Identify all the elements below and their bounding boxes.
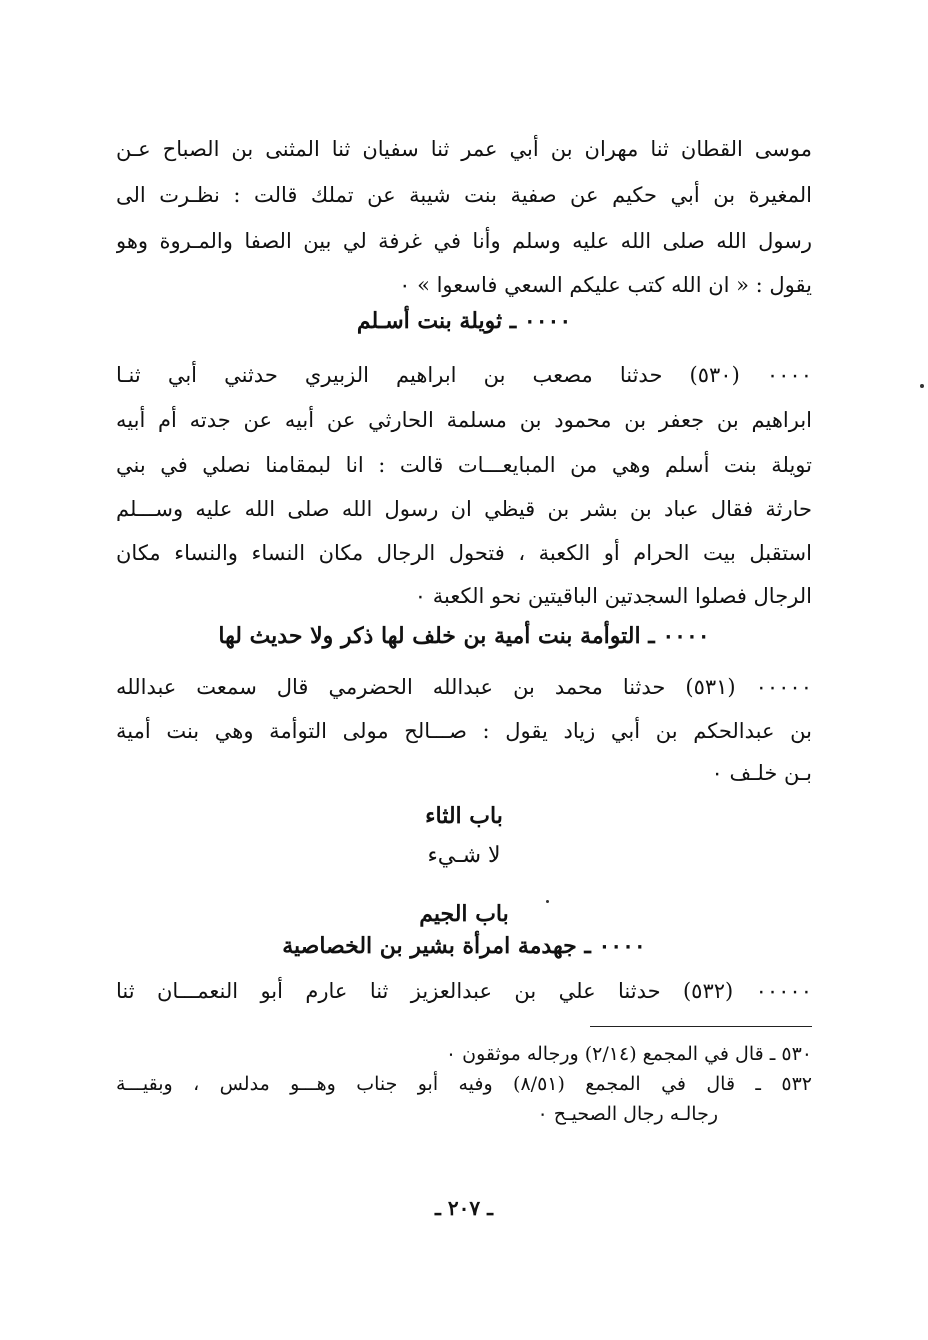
chapter-heading-jim: باب الجيم — [419, 901, 509, 927]
chapter-tha-note: لا شـيء — [427, 843, 501, 868]
section-1-line-6: الرجال فصلوا السجدتين الباقيتين نحو الكعبة ٠ — [414, 584, 812, 608]
section-1-line-4: حارثة فقال عباد بن بشر بن قيظي ان رسول الله صلى الله عليه وســـلم — [116, 497, 812, 521]
body-line-4: يقول : « ان الله كتب عليكم السعي فاسعوا » ٠ — [399, 273, 812, 297]
section-3-line-1: ٠٠٠٠٠ (٥٣٢) حدثنا علي بن عبدالعزيز ثنا عارم أبو النعمـــان ثنا — [116, 979, 812, 1003]
body-line-1: موسى القطان ثنا مهران بن أبي عمر ثنا سفيان ثنا المثنى بن الصباح عـن — [116, 137, 812, 161]
page-number: ـ ٢٠٧ ـ — [435, 1196, 493, 1220]
section-1-line-3: تويلة بنت أسلم وهي من المبايعـــات قالت : انا لبمقامنا نصلي في بني — [116, 453, 812, 477]
chapter-heading-tha: باب الثاء — [425, 803, 503, 829]
scan-speck — [920, 384, 924, 388]
section-1-line-2: ابراهيم بن جعفر بن محمود بن مسلمة الحارثي عن أبيه عن جدته أم أبيه — [116, 408, 812, 432]
section-2-line-2: بن عبدالحكم بن أبي زياد يقول : صـــالح مولى التوأمة وهي بنت أمية — [116, 719, 812, 743]
entry-heading-thuwayla: ٠٠٠٠ ـ ثويلة بنت أسـلم — [356, 308, 572, 334]
section-1-line-1: ٠٠٠٠ (٥٣٠) حدثنا مصعب بن ابراهيم الزبيري حدثني أبي ثنـا — [116, 363, 812, 387]
scan-speck — [546, 900, 549, 903]
section-2-line-1: ٠٠٠٠٠ (٥٣١) حدثنا محمد بن عبدالله الحضرمي قال سمعت عبدالله — [116, 675, 812, 699]
footnote-532-continued: رجالـه رجال الصحيـح ٠ — [537, 1103, 718, 1125]
section-2-line-3: بـن خلـف ٠ — [711, 761, 812, 785]
body-line-2: المغيرة بن أبي حكيم عن صفية بنت شيبة عن تملك قالت : نظـرت الى — [116, 183, 812, 207]
footnote-530: ٥٣٠ ـ قال في المجمع (٢/١٤) ورجاله موثقون ٠ — [445, 1043, 812, 1065]
footnote-separator — [590, 1026, 812, 1027]
section-1-line-5: استقبل بيت الحرام أو الكعبة ، فتحول الرجال مكان النساء والنساء مكان — [116, 541, 812, 565]
footnote-532: ٥٣٢ ـ قال في المجمع (٨/٥١) وفيه أبو جناب وهـــو مدلس ، وبقيـــة — [116, 1073, 812, 1095]
body-line-3: رسول الله صلى الله عليه وسلم وأنا في غرفة لي بين الصفا والمـروة وهو — [116, 229, 812, 253]
entry-heading-jahdama: ٠٠٠٠ ـ جهدمة امرأة بشير بن الخصاصية — [282, 933, 646, 959]
entry-heading-tawama: ٠٠٠٠ ـ التوأمة بنت أمية بن خلف لها ذكر ولا حديث لها — [218, 623, 710, 649]
